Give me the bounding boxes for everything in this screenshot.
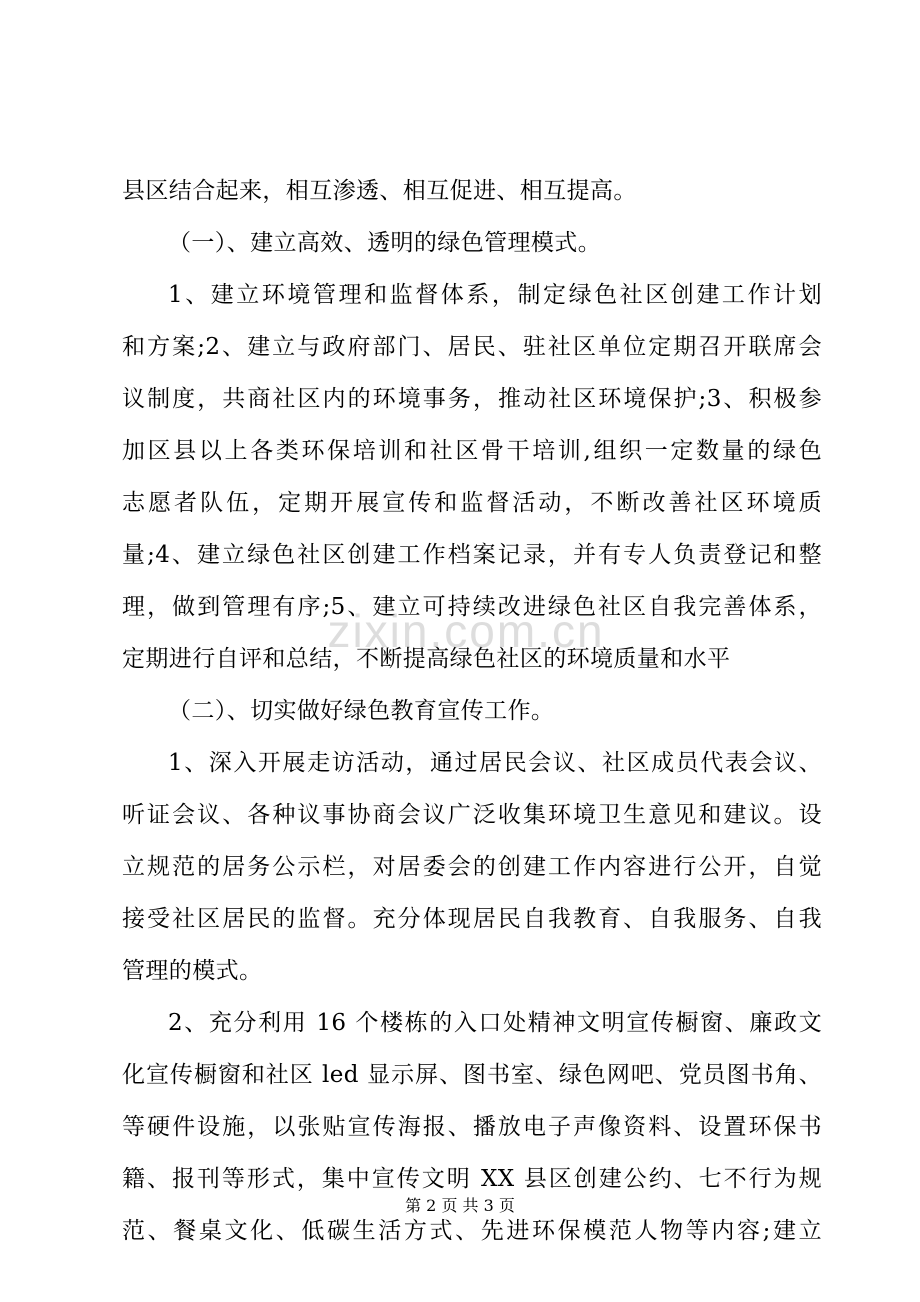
document-body [122, 165, 822, 1257]
text-line: 范、餐桌文化、低碳生活方式、先进环保模范人物等内容;建立 [122, 1218, 822, 1244]
text-line: 理，做到管理有序;5、建立可持续改进绿色社区自我完善体系， [122, 594, 822, 620]
text-line: 管理的模式。 [122, 958, 263, 984]
page-footer: 第 2 页 共 3 页 [405, 1196, 515, 1215]
text-line: 议制度，共商社区内的环境事务，推动社区环境保护;3、积极参 [122, 386, 822, 412]
text-line: 加区县以上各类环保培训和社区骨干培训,组织一定数量的绿色 [122, 438, 822, 464]
text-line: 县区结合起来，相互渗透、相互促进、相互提高。 [122, 178, 637, 204]
text-line: 听证会议、各种议事协商会议广泛收集环境卫生意见和建议。设 [122, 802, 822, 828]
text-line: 化宣传橱窗和社区 led 显示屏、图书室、绿色网吧、党员图书角、 [122, 1062, 822, 1088]
text-line: 籍、报刊等形式，集中宣传文明 XX 县区创建公约、七不行为规 [122, 1166, 822, 1192]
text-line: （二）、切实做好绿色教育宣传工作。 [168, 698, 555, 724]
text-line: 等硬件设施，以张贴宣传海报、播放电子声像资料、设置环保书 [122, 1114, 822, 1140]
text-line: 定期进行自评和总结，不断提高绿色社区的环境质量和水平 [122, 646, 731, 672]
text-line: 志愿者队伍，定期开展宣传和监督活动，不断改善社区环境质 [122, 490, 822, 516]
watermark: zixin.com.cn [327, 605, 605, 657]
text-line: （一）、建立高效、透明的绿色管理模式。 [168, 230, 602, 256]
text-line: 量;4、建立绿色社区创建工作档案记录，并有专人负责登记和整 [122, 542, 822, 568]
text-line: 2、充分利用 16 个楼栋的入口处精神文明宣传橱窗、廉政文 [168, 1010, 822, 1036]
text-line: 1、深入开展走访活动，通过居民会议、社区成员代表会议、 [168, 750, 822, 776]
text-line: 立规范的居务公示栏，对居委会的创建工作内容进行公开，自觉 [122, 854, 822, 880]
text-line: 和方案;2、建立与政府部门、居民、驻社区单位定期召开联席会 [122, 334, 822, 360]
text-line: 接受社区居民的监督。充分体现居民自我教育、自我服务、自我 [122, 906, 822, 932]
text-line: 1、建立环境管理和监督体系，制定绿色社区创建工作计划 [168, 282, 822, 308]
